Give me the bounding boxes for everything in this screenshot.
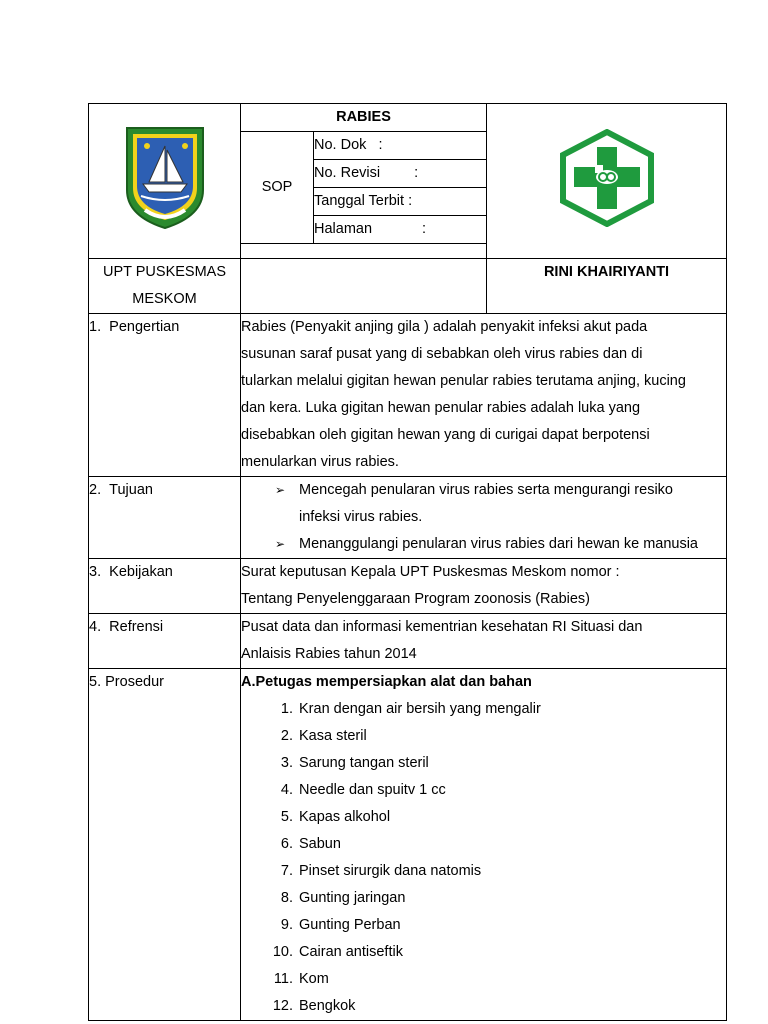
list-item: 9. Gunting Perban <box>280 917 401 933</box>
section-body-kebijakan: Surat keputusan Kepala UPT Puskesmas Meskom nomor : Tentang Penyelenggaraan Program zoonosis (Rabies) <box>241 559 727 614</box>
section-label-refrensi: 4. Refrensi <box>89 614 241 669</box>
list-item: ➢ Mencegah penularan virus rabies serta mengurangi resiko infeksi virus rabies. <box>275 477 726 531</box>
list-item: 3. Sarung tangan steril <box>280 755 429 771</box>
prosedur-heading: A.Petugas mempersiapkan alat dan bahan <box>241 674 532 690</box>
field-no-revisi: No. Revisi : <box>314 160 487 188</box>
field-tanggal-terbit: Tanggal Terbit : <box>314 188 487 216</box>
org-blank-cell <box>241 259 487 314</box>
signatory-name: RINI KHAIRIYANTI <box>487 259 727 314</box>
equipment-list <box>241 696 726 1020</box>
section-label-pengertian: 1. Pengertian <box>89 314 241 477</box>
list-item: 4. Needle dan spuitv 1 cc <box>280 782 446 798</box>
sop-label: SOP <box>241 132 314 244</box>
list-item: 1. Kran dengan air bersih yang mengalir <box>280 701 541 717</box>
list-item: 10. Cairan antiseftik <box>272 944 403 960</box>
list-item: 5. Kapas alkohol <box>280 809 391 825</box>
section-body-prosedur <box>241 669 727 1021</box>
list-item: ➢ Menanggulangi penularan virus rabies dari hewan ke manusia <box>275 531 726 558</box>
list-item: 11. Kom <box>273 971 329 987</box>
list-item: 2. Kasa steril <box>280 728 367 744</box>
section-label-tujuan: 2. Tujuan <box>89 477 241 559</box>
list-item: 6. Sabun <box>280 836 341 852</box>
puskesmas-logo-icon <box>559 129 655 227</box>
field-halaman: Halaman : <box>314 216 487 244</box>
document-title: RABIES <box>241 104 487 132</box>
regional-logo-cell <box>89 104 241 259</box>
field-no-dok: No. Dok : <box>314 132 487 160</box>
list-item: 8. Gunting jaringan <box>280 890 406 906</box>
health-logo-cell <box>487 104 727 259</box>
section-body-pengertian: Rabies (Penyakit anjing gila ) adalah penyakit infeksi akut pada susunan saraf pusat yang di sebabkan oleh virus rabies dan di tularkan melalui gigitan hewan penular rabies terutama anjing, kucing dan kera. Luka gigitan hewan penular rabies adalah luka yang disebabkan oleh gigitan hewan yang di curigai dapat berpotensi menularkan virus rabies. <box>241 314 727 477</box>
sop-table <box>88 103 727 1021</box>
section-body-refrensi: Pusat data dan informasi kementrian kesehatan RI Situasi dan Anlaisis Rabies tahun 2014 <box>241 614 727 669</box>
section-body-tujuan <box>241 477 727 559</box>
organization-name: UPT PUSKESMAS MESKOM <box>89 259 241 314</box>
list-item: 12. Bengkok <box>272 998 356 1014</box>
section-label-kebijakan: 3. Kebijakan <box>89 559 241 614</box>
list-item: 7. Pinset sirurgik dana natomis <box>280 863 482 879</box>
section-label-prosedur: 5. Prosedur <box>89 669 241 1021</box>
regional-emblem-icon <box>123 124 207 232</box>
